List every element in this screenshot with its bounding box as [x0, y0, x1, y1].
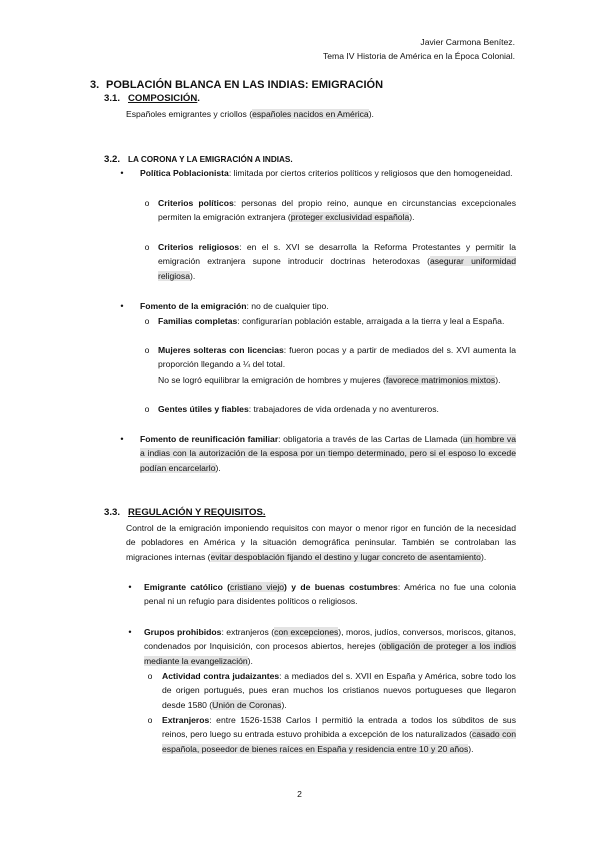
mujeres-solteras-continuation: No se logró equilibrar la emigración de hombres y mujeres (favorece matrimonios mixtos).	[158, 375, 501, 385]
grupos-prohibidos-item: Grupos prohibidos: extranjeros (con excepciones), moros, judíos, conversos, moriscos, gitanos, condenados por Inquisición, con procesos abiertos, herejes (obligación de proteger a los indios mediante la evangelización).	[144, 627, 516, 666]
subbullet-mujeres: o	[144, 345, 150, 355]
section-3-2-title: LA CORONA Y LA EMIGRACIÓN A INDIAS.	[128, 155, 293, 164]
composicion-paragraph: Españoles emigrantes y criollos (españoles nacidos en América).	[126, 109, 374, 119]
subbullet-extranjeros: o	[147, 715, 153, 725]
subbullet-criterios-politicos: o	[144, 198, 150, 208]
gentes-utiles-item: Gentes útiles y fiables: trabajadores de vida ordenada y no aventureros.	[158, 404, 439, 414]
bullet-fomento: •	[120, 301, 124, 311]
header-author: Javier Carmona Benítez.	[420, 37, 515, 47]
section-3-1-title: COMPOSICIÓN	[128, 93, 198, 104]
criterios-politicos-item: Criterios políticos: personas del propio reino, aunque en circunstancias excepcionales permiten la emigración extranjera (proteger exclusividad española).	[158, 198, 517, 223]
page-number: 2	[297, 789, 302, 799]
header-subtitle: Tema IV Historia de América en la Época Colonial.	[322, 51, 515, 61]
section-3-2-heading	[104, 153, 293, 166]
fomento-emigracion-item: Fomento de la emigración: no de cualquier tipo.	[140, 301, 329, 311]
section-3-3-heading	[104, 506, 266, 519]
bullet-prohibidos: •	[128, 627, 132, 637]
bullet-reunificacion: •	[120, 434, 124, 444]
section-3-number: 3.	[90, 79, 100, 91]
criterios-religiosos-item: Criterios religiosos: en el s. XVI se desarrolla la Reforma Protestantes y permitir la emigración extranjera supone introducir doctrinas heterodoxas (asegurar uniformidad religiosa).	[158, 242, 516, 281]
subbullet-judaizantes: o	[147, 671, 153, 681]
subbullet-familias: o	[144, 316, 150, 326]
familias-completas-item: Familias completas: configurarían población estable, arraigada a la tierra y leal a España.	[158, 316, 505, 326]
subbullet-gentes: o	[144, 404, 150, 414]
reunificacion-familiar-item: Fomento de reunificación familiar: obligatoria a través de las Cartas de Llamada (un hombre va a indias con la autorización de la esposa por un tiempo determinado, pero si el esposo lo excede podían encarcelarlo).	[140, 434, 517, 473]
emigrante-catolico-item: Emigrante católico (cristiano viejo) y de buenas costumbres: América no fue una colonia penal ni un refugio para disidentes políticos o religiosos.	[144, 582, 517, 607]
mujeres-solteras-item: Mujeres solteras con licencias: fueron pocas y a partir de mediados del s. XVI aumenta la proporción llegando a ¼ del total.	[158, 345, 516, 370]
actividad-judaizantes-item: Actividad contra judaizantes: a mediados del s. XVII en España y América, sobre todo los de origen portugués, pues eran muchos los cristianos nuevos portugueses que llegaron desde 1580 (Unión de Coronas).	[162, 671, 516, 710]
politica-poblacionista-item: Política Poblacionista: limitada por ciertos criterios políticos y religiosos que den homogeneidad.	[140, 168, 513, 178]
subbullet-criterios-religiosos: o	[144, 242, 150, 252]
section-3-1-number: 3.1.	[104, 93, 121, 104]
section-3-heading	[90, 78, 383, 92]
section-3-3-number: 3.3.	[104, 507, 121, 518]
regulacion-paragraph: Control de la emigración imponiendo requisitos con mayor o menor rigor en función de la necesidad de pobladores en América y la situación demográfica peninsular. También se controlaban las migraciones internas (evitar despoblación fijando el destino y lugar concreto de asentamiento).	[126, 523, 516, 562]
section-3-1-heading: 3.1. COMPOSICIÓN.	[104, 93, 200, 104]
bullet-catolico: •	[128, 582, 132, 592]
section-3-3-title: REGULACIÓN Y REQUISITOS.	[128, 507, 266, 518]
section-3-2-number: 3.2.	[104, 154, 121, 165]
bullet-politica: •	[120, 168, 124, 178]
extranjeros-item: Extranjeros: entre 1526-1538 Carlos I permitió la entrada a todos los súbditos de sus reinos, pero luego su entrada estuvo prohibida a excepción de los naturalizados (casado con española, poseedor de bienes raíces en España y residencia entre 10 y 20 años).	[162, 715, 516, 754]
section-3-title: POBLACIÓN BLANCA EN LAS INDIAS: EMIGRACIÓN	[106, 79, 384, 91]
